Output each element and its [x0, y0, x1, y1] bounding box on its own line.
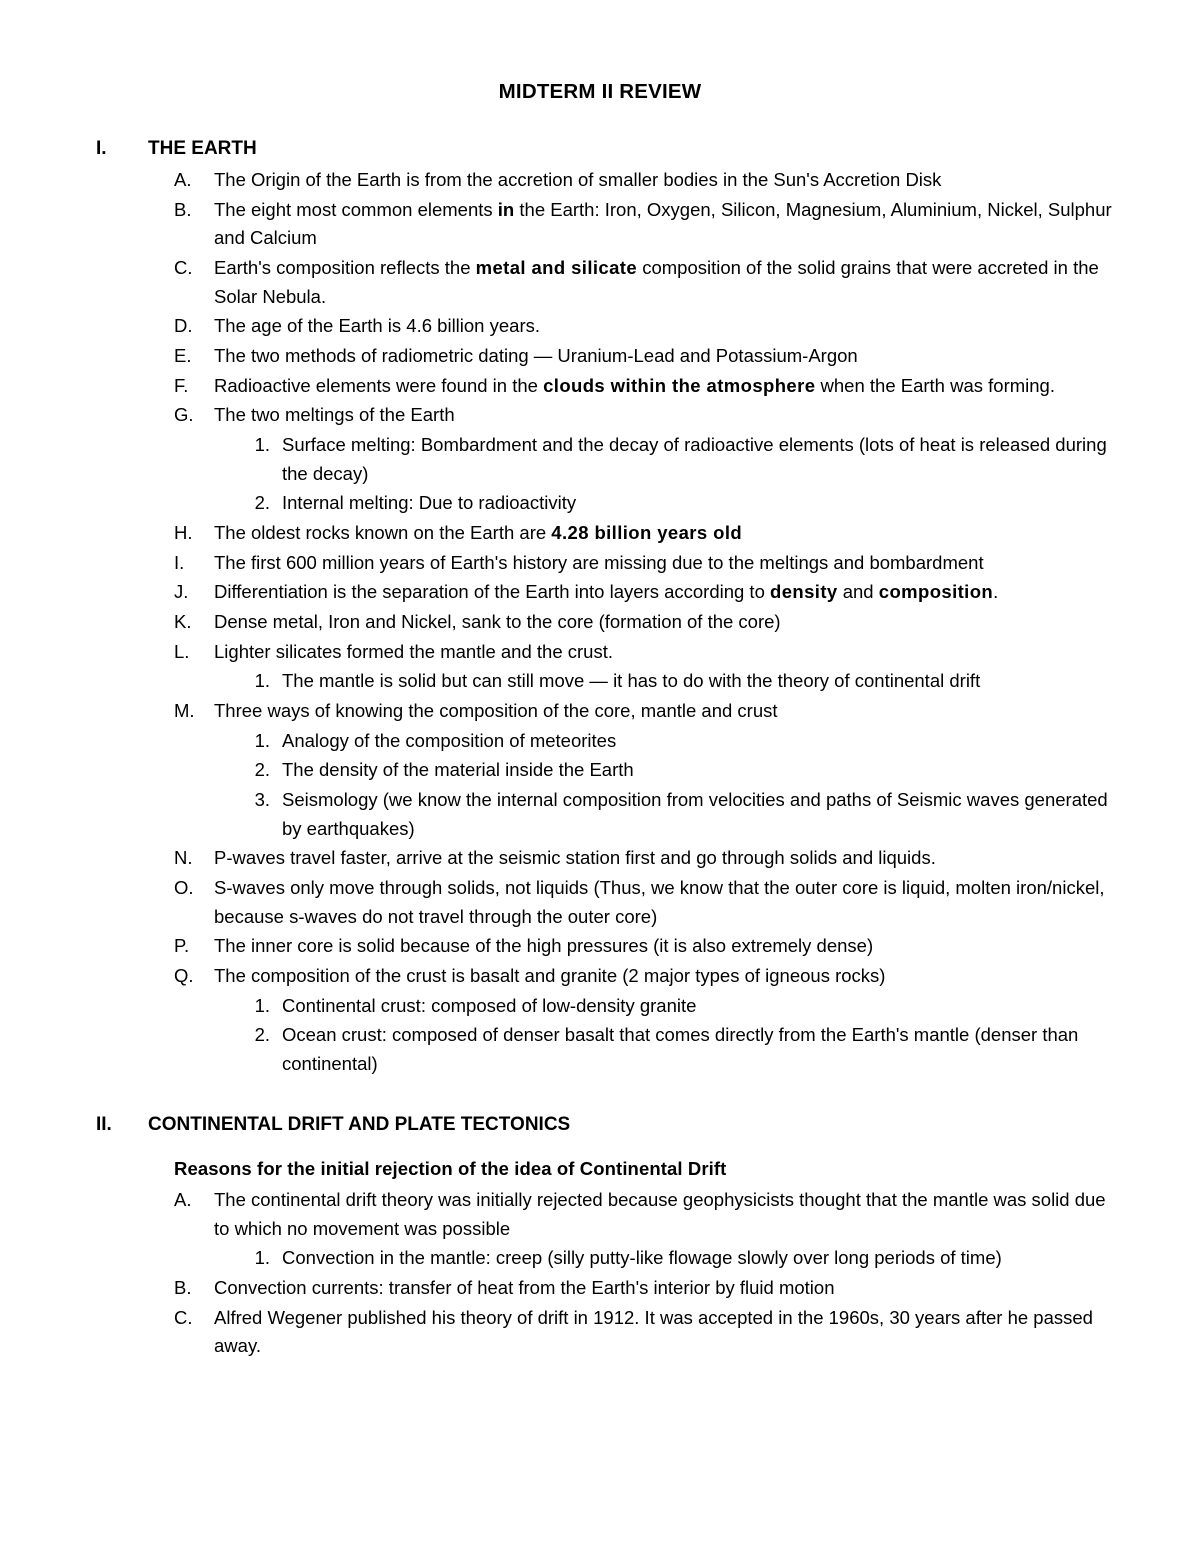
item-text	[214, 549, 1114, 578]
text-run: when the Earth was forming.	[815, 374, 1055, 396]
text-run: The age of the Earth is 4.6 billion years.	[214, 315, 540, 337]
outline-subitem	[86, 992, 1114, 1021]
item-text	[214, 874, 1114, 931]
text-run: The continental drift theory was initially rejected because geophysicists thought that the mantle was solid due to which no movement was possible	[214, 1188, 1106, 1239]
item-text	[214, 932, 1114, 961]
item-marker: C.	[174, 1306, 193, 1328]
item-marker: J.	[174, 581, 189, 603]
item-text	[214, 962, 1114, 991]
subitem-marker: 3.	[254, 789, 270, 811]
item-marker: P.	[174, 935, 190, 957]
item-text	[214, 844, 1114, 873]
item-text	[214, 697, 1114, 726]
outline-item	[86, 196, 1114, 253]
item-text	[214, 1304, 1114, 1361]
text-run: the Earth: Iron, Oxygen, Silicon, Magnesium, Aluminium, Nickel, Sulphur and Calcium	[214, 198, 1112, 249]
section-numeral: II.	[96, 1113, 112, 1135]
text-run: The first 600 million years of Earth's history are missing due to the meltings and bombardment	[214, 551, 984, 573]
item-marker: B.	[174, 1276, 192, 1298]
item-marker: L.	[174, 640, 190, 662]
text-run: The two methods of radiometric dating — Uranium-Lead and Potassium-Argon	[214, 345, 858, 367]
item-text	[214, 578, 1114, 607]
subitem-marker: 2.	[254, 492, 270, 514]
subitem-text: Ocean crust: composed of denser basalt that comes directly from the Earth's mantle (denser than continental)	[282, 1024, 1079, 1075]
item-text	[214, 342, 1114, 371]
outline-subitem	[86, 667, 1114, 696]
outline-item	[86, 312, 1114, 341]
outline-subitem	[86, 786, 1114, 843]
section-spacer	[86, 1080, 1114, 1114]
outline-item	[86, 401, 1114, 430]
text-run: The Origin of the Earth is from the accretion of smaller bodies in the Sun's Accretion Disk	[214, 169, 942, 190]
text-run: Alfred Wegener published his theory of drift in 1912. It was accepted in the 1960s, 30 years after he passed away.	[214, 1306, 1093, 1357]
item-marker: K.	[174, 611, 192, 633]
outline-item	[86, 844, 1114, 873]
item-marker: F.	[174, 374, 189, 396]
item-text	[214, 372, 1114, 401]
subitem-marker: 1.	[254, 434, 270, 456]
text-run: The composition of the crust is basalt and granite (2 major types of igneous rocks)	[214, 965, 886, 987]
item-marker: I.	[174, 551, 185, 573]
subitem-text: Surface melting: Bombardment and the decay of radioactive elements (lots of heat is released during the decay)	[282, 434, 1107, 484]
outline-level-a	[86, 1186, 1114, 1361]
section-subheading: Reasons for the initial rejection of the idea of Continental Drift	[174, 1157, 727, 1179]
subitem-marker: 1.	[254, 1247, 270, 1269]
outline-section	[86, 1080, 1114, 1361]
item-marker: N.	[174, 847, 193, 869]
item-text	[214, 196, 1114, 253]
section-heading-text: THE EARTH	[148, 138, 257, 159]
item-text	[214, 254, 1114, 311]
item-marker: B.	[174, 198, 192, 220]
subitem-marker: 1.	[254, 729, 270, 751]
text-run: composition of the solid grains that were accreted in the Solar Nebula.	[214, 257, 1099, 307]
item-text	[214, 519, 1114, 548]
item-text	[214, 1186, 1114, 1243]
outline-section	[86, 138, 1114, 1079]
text-run: clouds within the atmosphere	[543, 374, 816, 396]
outline-item	[86, 638, 1114, 667]
text-run: and	[837, 581, 879, 603]
outline-item	[86, 166, 1114, 195]
item-marker: D.	[174, 315, 193, 337]
item-marker: O.	[174, 877, 194, 899]
item-marker: A.	[174, 169, 192, 190]
outline-item	[86, 342, 1114, 371]
outline-item	[86, 372, 1114, 401]
item-marker: E.	[174, 345, 192, 367]
text-run: Lighter silicates formed the mantle and the crust.	[214, 640, 613, 662]
text-run: Differentiation is the separation of the Earth into layers according to	[214, 581, 771, 603]
outline-subitem	[86, 1244, 1114, 1273]
subitem-marker: 1.	[254, 994, 270, 1016]
text-run: Radioactive elements were found in the	[214, 374, 544, 396]
text-run: Three ways of knowing the composition of the core, mantle and crust	[214, 700, 778, 722]
outline-subitem	[86, 1021, 1114, 1078]
item-marker: H.	[174, 522, 193, 544]
outline-item	[86, 1186, 1114, 1243]
section-heading-text: CONTINENTAL DRIFT AND PLATE TECTONICS	[148, 1113, 571, 1135]
subitem-text: Seismology (we know the internal composition from velocities and paths of Seismic waves generated by earthquakes)	[282, 789, 1108, 839]
item-marker: M.	[174, 700, 195, 722]
outline-item	[86, 962, 1114, 991]
text-run: density	[770, 581, 838, 603]
subitem-marker: 2.	[254, 759, 270, 781]
outline-item	[86, 608, 1114, 637]
item-text	[214, 638, 1114, 667]
text-run: The eight most common elements	[214, 198, 498, 220]
outline-item	[86, 519, 1114, 548]
item-marker: G.	[174, 404, 194, 426]
text-run: The inner core is solid because of the high pressures (it is also extremely dense)	[214, 935, 874, 957]
item-marker: A.	[174, 1188, 192, 1210]
outline-item	[86, 1274, 1114, 1303]
outline-item	[86, 254, 1114, 311]
text-run: .	[993, 581, 999, 603]
outline-item	[86, 697, 1114, 726]
text-run: 4.28 billion years old	[551, 522, 743, 544]
outline-item	[86, 549, 1114, 578]
outline-subitem	[86, 431, 1114, 488]
outline-subitem	[86, 756, 1114, 785]
item-text	[214, 166, 1114, 195]
subitem-text: Convection in the mantle: creep (silly putty-like flowage slowly over long periods of time)	[282, 1247, 1002, 1269]
item-marker: Q.	[174, 965, 194, 987]
section-numeral: I.	[96, 138, 107, 159]
page-title: MIDTERM II REVIEW	[498, 80, 702, 103]
subitem-marker: 2.	[254, 1024, 270, 1046]
subitem-text: The density of the material inside the Earth	[282, 759, 634, 781]
text-run: Earth's composition reflects the	[214, 257, 476, 279]
subitem-text: Internal melting: Due to radioactivity	[282, 492, 577, 514]
text-run: metal and silicate	[475, 257, 638, 279]
text-run: The two meltings of the Earth	[214, 404, 455, 426]
document-body	[86, 138, 1114, 1361]
outline-item	[86, 874, 1114, 931]
outline-item	[86, 932, 1114, 961]
item-text	[214, 312, 1114, 341]
text-run: P-waves travel faster, arrive at the seismic station first and go through solids and liquids.	[214, 847, 936, 869]
outline-subitem	[86, 489, 1114, 518]
subitem-text: Continental crust: composed of low-density granite	[282, 994, 697, 1016]
text-run: composition	[878, 581, 994, 603]
text-run: Dense metal, Iron and Nickel, sank to the core (formation of the core)	[214, 611, 781, 633]
section-heading	[86, 138, 1114, 160]
outline-item	[86, 1304, 1114, 1361]
subitem-text: Analogy of the composition of meteorites	[282, 729, 617, 751]
item-text	[214, 1274, 1114, 1303]
section-heading	[86, 1114, 1114, 1136]
subitem-text: The mantle is solid but can still move — it has to do with the theory of continental drift	[282, 670, 981, 692]
text-run: in	[497, 198, 515, 220]
text-run: The oldest rocks known on the Earth are	[214, 522, 552, 544]
item-marker: C.	[174, 257, 193, 279]
subitem-marker: 1.	[254, 670, 270, 692]
text-run: S-waves only move through solids, not liquids (Thus, we know that the outer core is liquid, molten iron/nickel, because s-waves do not travel through the outer core)	[214, 877, 1105, 927]
item-text	[214, 608, 1114, 637]
item-text	[214, 401, 1114, 430]
outline-subitem	[86, 727, 1114, 756]
outline-item	[86, 578, 1114, 607]
text-run: Convection currents: transfer of heat from the Earth's interior by fluid motion	[214, 1276, 835, 1298]
outline-level-a	[86, 166, 1114, 1079]
